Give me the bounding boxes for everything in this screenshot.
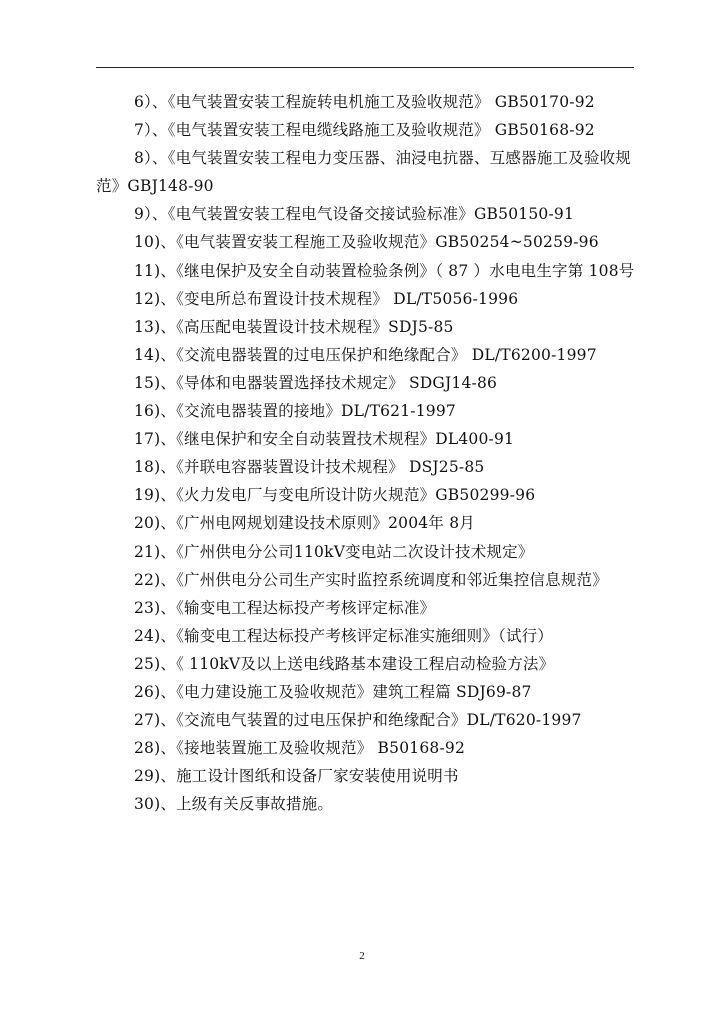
reference-list bbox=[96, 88, 636, 818]
list-item: 13)、《高压配电装置设计技术规程》SDJ5-85 bbox=[134, 317, 454, 336]
list-item: 10)、《电气装置安装工程施工及验收规范》GB50254~50259-96 bbox=[134, 233, 599, 252]
list-item: 18)、《并联电容器装置设计技术规程》 DSJ25-85 bbox=[134, 458, 485, 477]
page-number: 2 bbox=[359, 950, 365, 962]
list-item: 14)、《交流电器装置的过电压保护和绝缘配合》 DL/T6200-1997 bbox=[134, 345, 597, 364]
list-item: 30)、上级有关反事故措施。 bbox=[134, 795, 334, 814]
list-item: 22)、《广州供电分公司生产实时监控系统调度和邻近集控信息规范》 bbox=[134, 570, 608, 589]
list-item: 17)、《继电保护和安全自动装置技术规程》DL400-91 bbox=[134, 430, 515, 449]
list-item: 26)、《电力建设施工及验收规范》建筑工程篇 SDJ69-87 bbox=[134, 682, 532, 701]
list-item: 28)、《接地装置施工及验收规范》 B50168-92 bbox=[134, 739, 466, 758]
list-item: 20)、《广州电网规划建设技术原则》2004年 8月 bbox=[134, 514, 475, 533]
list-item: 6）、《电气装置安装工程旋转电机施工及验收规范》 GB50170-92 bbox=[134, 93, 595, 111]
list-item: 21)、《广州供电分公司110kV变电站二次设计技术规定》 bbox=[134, 542, 534, 561]
list-item: 19)、《火力发电厂与变电所设计防火规范》GB50299-96 bbox=[134, 486, 536, 505]
header-rule bbox=[96, 67, 634, 68]
list-item: 29)、施工设计图纸和设备厂家安装使用说明书 bbox=[134, 767, 459, 786]
list-item: 27)、《交流电气装置的过电压保护和绝缘配合》DL/T620-1997 bbox=[134, 711, 582, 730]
list-item: 7）、《电气装置安装工程电缆线路施工及验收规范》 GB50168-92 bbox=[134, 121, 595, 140]
list-item: 11)、《继电保护及安全自动装置检验条例》（ 87 ）水电电生字第 108号 bbox=[134, 261, 635, 280]
list-item: 15)、《导体和电器装置选择技术规定》 SDGJ14-86 bbox=[134, 373, 498, 392]
list-item: 24)、《输变电工程达标投产考核评定标准实施细则》（试行） bbox=[134, 626, 554, 645]
list-item: 12)、《变电所总布置设计技术规程》 DL/T5056-1996 bbox=[134, 289, 519, 308]
list-item: 16)、《交流电器装置的接地》DL/T621-1997 bbox=[134, 402, 456, 421]
list-item: 9）、《电气装置安装工程电气设备交接试验标准》GB50150-91 bbox=[134, 205, 575, 224]
list-item: 25)、《 110kV及以上送电线路基本建设工程启动检验方法》 bbox=[134, 654, 555, 673]
list-item: 23)、《输变电工程达标投产考核评定标准》 bbox=[134, 598, 436, 617]
list-item: 8）、《电气装置安装工程电力变压器、油浸电抗器、互感器施工及验收规范》GBJ148-90 bbox=[96, 149, 631, 196]
